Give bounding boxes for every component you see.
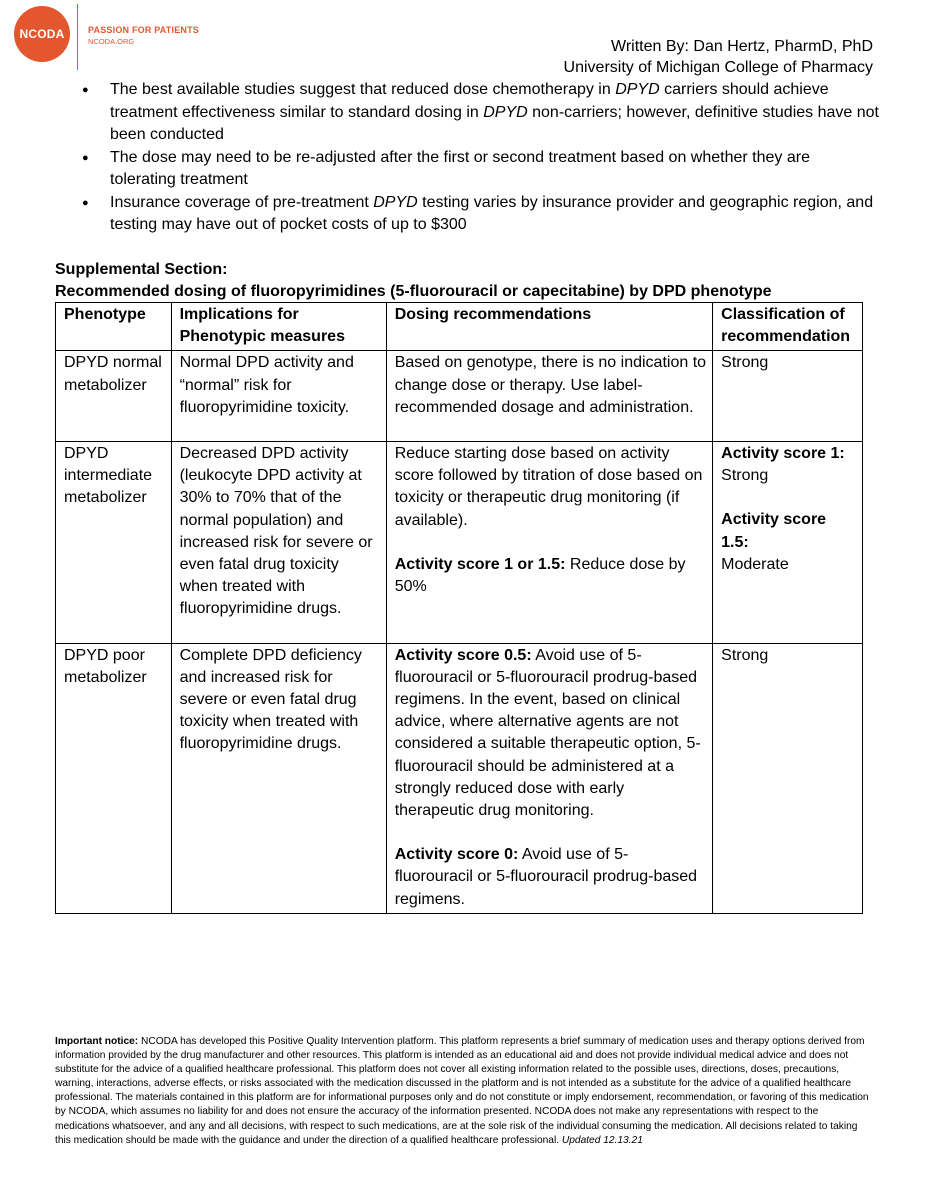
cell-phenotype: DPYD normal metabolizer: [56, 351, 172, 442]
supplemental-subheading: Recommended dosing of fluoropyrimidines (5-fluorouracil or capecitabine) by DPD phenotype: [55, 283, 772, 300]
dosing-detail: Avoid use of 5-fluorouracil or 5-fluorouracil prodrug-based regimens. In the event, based on clinical advice, where alternative agents are not considered a suitable therapeutic option, 5-fluorouracil should be administered at a strongly reduced dose with early therapeutic drug monitoring.: [394, 646, 701, 820]
cell-classification: [713, 442, 863, 644]
table-row: [56, 643, 863, 913]
bullet-emphasis: DPYD: [483, 103, 528, 121]
bullet-emphasis: DPYD: [615, 81, 660, 98]
bullet-text: Insurance coverage of pre-treatment: [110, 193, 374, 211]
table-row: [56, 442, 863, 644]
header-divider: [77, 4, 78, 70]
cell-dosing: [386, 643, 712, 913]
author-affiliation: University of Michigan College of Pharmacy: [563, 59, 873, 76]
bullet-text: carriers should achieve treatment effectiveness similar to standard dosing in: [110, 81, 829, 121]
cell-classification: Strong: [713, 351, 863, 442]
table-header-row: [56, 303, 863, 351]
cell-phenotype: DPYD intermediate metabolizer: [56, 442, 172, 644]
notice-updated: Updated 12.13.21: [561, 1134, 643, 1146]
table-row: [56, 351, 863, 442]
ncoda-logo: NCODA: [14, 6, 70, 62]
important-notice: [55, 1035, 875, 1148]
bullet-text: testing varies by insurance provider and geographic region, and testing may have out of pocket costs of up to $300: [110, 193, 874, 233]
header-classification: Classification of recommendation: [713, 303, 863, 351]
bullet-text: The dose may need to be re-adjusted after the first or second treatment based on whether they are tolerating treatment: [110, 148, 810, 188]
class-label: Activity score 1.5:: [721, 511, 827, 551]
bullet-item: [80, 79, 880, 147]
header-implications: Implications for Phenotypic measures: [171, 303, 386, 351]
site-url: NCODA.ORG: [88, 37, 135, 46]
header-dosing: Dosing recommendations: [386, 303, 712, 351]
bullet-text: The best available studies suggest that reduced dose chemotherapy in: [110, 81, 616, 98]
supplemental-heading-block: [55, 259, 772, 303]
dosing-label: Activity score 1 or 1.5:: [394, 555, 566, 573]
dosing-label: Activity score 0:: [394, 846, 519, 864]
cell-phenotype: DPYD poor metabolizer: [56, 643, 172, 913]
cell-implications: Normal DPD activity and “normal” risk for fluoropyrimidine toxicity.: [171, 351, 386, 442]
class-value: Moderate: [721, 555, 789, 573]
class-label: Activity score 1:: [721, 445, 845, 463]
bullet-emphasis: DPYD: [373, 193, 418, 211]
bullet-list: [80, 79, 880, 237]
cell-dosing: Based on genotype, there is no indication to change dose or therapy. Use label-recommended dosage and administration.: [386, 351, 712, 442]
cell-dosing: [386, 442, 712, 644]
dosing-table: [55, 302, 863, 914]
cell-implications: Complete DPD deficiency and increased risk for severe or even fatal drug toxicity when treated with fluoropyrimidine drugs.: [171, 643, 386, 913]
bullet-item: [80, 192, 880, 237]
header-phenotype: Phenotype: [56, 303, 172, 351]
bullet-text: non-carriers; however, definitive studies have not been conducted: [110, 103, 879, 143]
cell-implications: Decreased DPD activity (leukocyte DPD activity at 30% to 70% that of the normal population) and increased risk for severe or even fatal drug toxicity when treated with fluoropyrimidine drugs.: [171, 442, 386, 644]
notice-label: Important notice:: [55, 1036, 139, 1047]
tagline: PASSION FOR PATIENTS: [88, 25, 200, 35]
notice-text: NCODA has developed this Positive Quality Intervention platform. This platform represents a brief summary of medication uses and therapy options derived from information provided by the drug manufacturer and other resources. This platform is intended as an educational aid and does not provide individual medical advice and does not substitute for the advice of a qualified healthcare professional. This platform does not cover all existing information related to the possible uses, directions, doses, precautions, warning, interactions, adverse effects, or risks associated with the medication discussed in the platform and is not intended as a substitute for the advice of a qualified healthcare professional. The materials contained in this platform are for informational purposes only and do not constitute or imply endorsement, recommendation, or favoring of this medication by NCODA, which assumes no liability for and does not ensure the accuracy of the information presented. NCODA does not make any representations with respect to the medications whatsoever, and any and all decisions, with respect to such medications, are at the sole risk of the individual consuming the medication. All decisions related to taking this medication should be made with the guidance and under the direction of a qualified healthcare professional.: [55, 1036, 869, 1146]
class-value: Strong: [721, 467, 769, 485]
dosing-detail: Avoid use of 5-fluorouracil or 5-fluorouracil prodrug-based regimens.: [394, 846, 698, 908]
dosing-text: Reduce starting dose based on activity score followed by titration of dose based on toxicity or therapeutic drug monitoring (if available).: [394, 445, 703, 529]
bullet-item: [80, 147, 880, 192]
supplemental-heading: Supplemental Section:: [55, 261, 228, 278]
dosing-label: Activity score 0.5:: [394, 646, 532, 664]
author-name: Written By: Dan Hertz, PharmD, PhD: [611, 38, 873, 55]
dosing-detail: Reduce dose by 50%: [394, 555, 686, 596]
author-block: [564, 36, 873, 78]
cell-classification: Strong: [713, 643, 863, 913]
